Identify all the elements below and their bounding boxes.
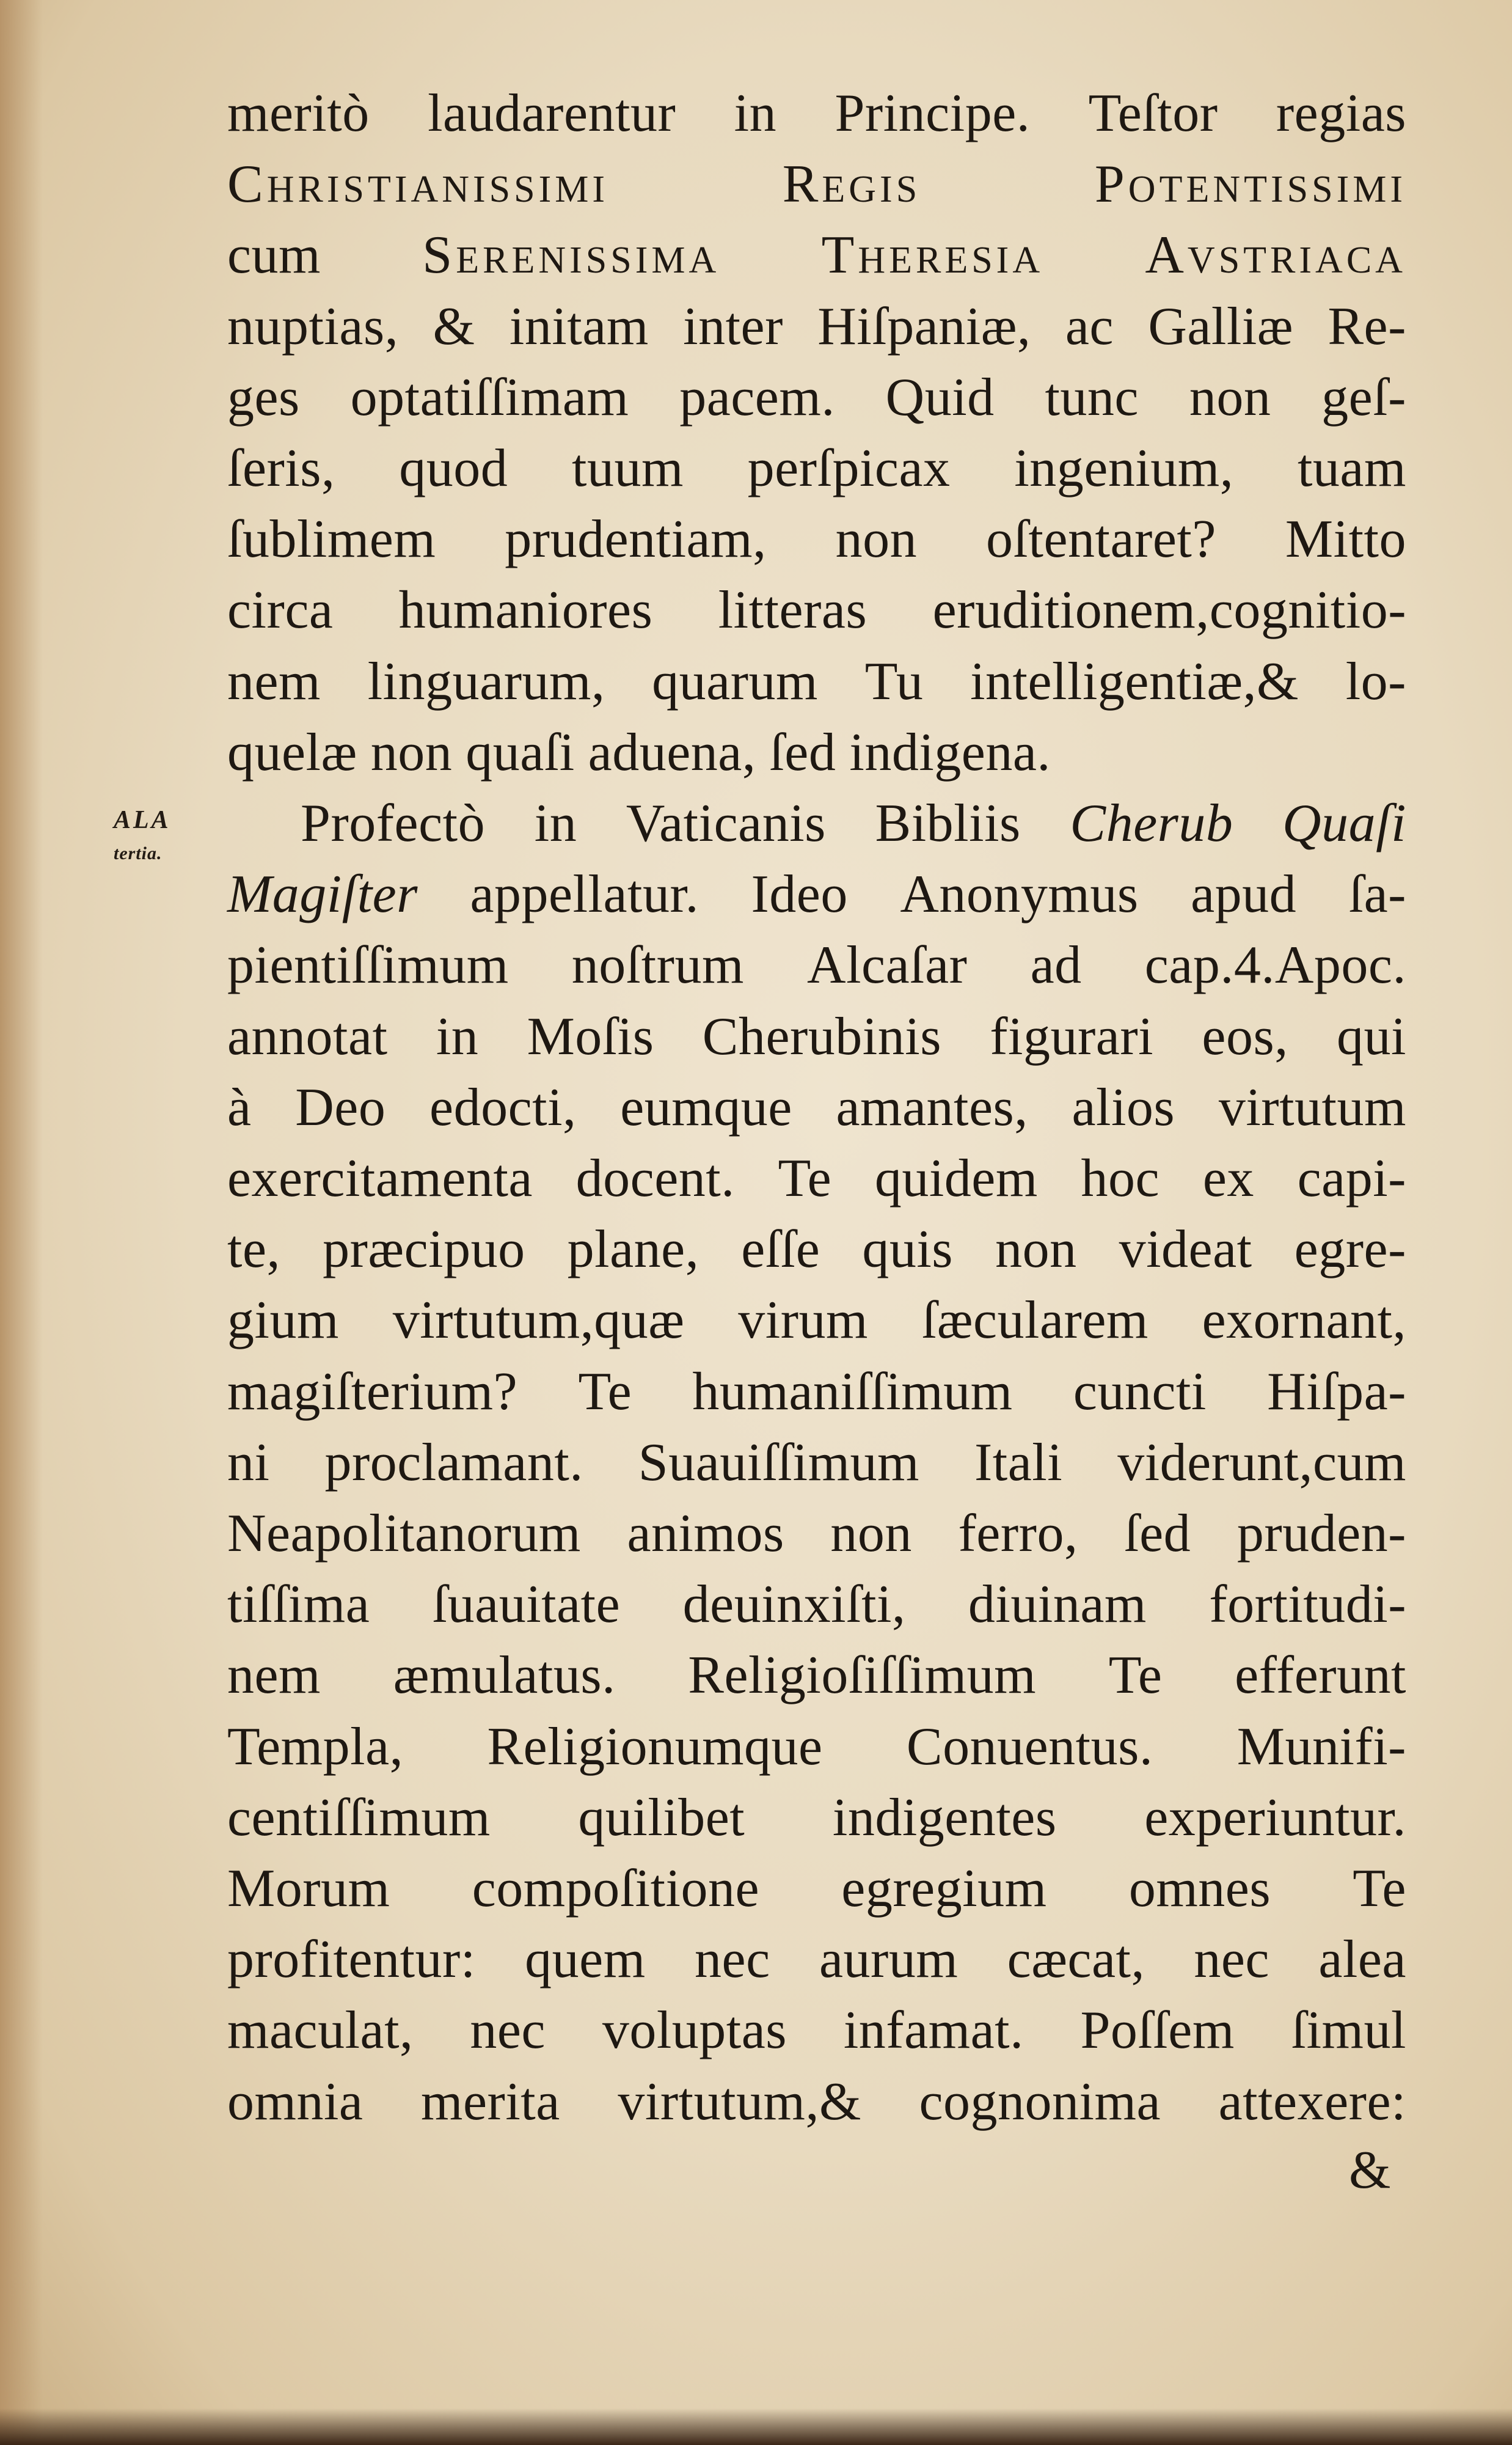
text-line <box>227 1428 1406 1498</box>
word: tiſſima <box>227 1575 370 1635</box>
word: optatiſſimam <box>350 367 629 427</box>
word: indigentes <box>832 1787 1057 1847</box>
word: Hiſpa- <box>1267 1362 1406 1421</box>
word: non <box>370 722 453 782</box>
word: intelligentiæ,& <box>970 651 1299 711</box>
word: Itali <box>974 1432 1063 1492</box>
word: laudarentur <box>428 84 676 143</box>
word: cap.4.Apoc. <box>1144 936 1406 995</box>
word: ſeris, <box>227 439 335 498</box>
word: capi- <box>1297 1149 1406 1208</box>
word: ſublimem <box>227 510 436 570</box>
word: eſſe <box>741 1220 820 1280</box>
text-line <box>227 1995 1406 2066</box>
word: humaniſſimum <box>692 1362 1013 1421</box>
word: cæcat, <box>1007 1930 1145 1990</box>
word: Religionumque <box>487 1717 823 1776</box>
word: & <box>433 296 475 356</box>
word: merita <box>421 2072 560 2132</box>
text-line <box>227 78 1406 149</box>
word: amantes, <box>836 1077 1028 1137</box>
word: fortitudi- <box>1209 1575 1406 1635</box>
word: geſ- <box>1321 367 1406 427</box>
word: virtutum,quæ <box>392 1291 685 1351</box>
text-line <box>227 930 1406 1001</box>
word: in <box>534 794 577 853</box>
marginal-note-tertia: tertia. <box>114 843 163 863</box>
word: ges <box>227 367 300 427</box>
word: profitentur: <box>227 1930 476 1990</box>
word: attexere: <box>1218 2072 1406 2132</box>
word: virtutum,& <box>618 2072 861 2132</box>
word: à <box>227 1077 252 1137</box>
word: quarum <box>652 651 818 711</box>
word: plane, <box>567 1220 699 1280</box>
word: ſa- <box>1348 865 1406 925</box>
word: eumque <box>620 1077 792 1137</box>
word: initam <box>509 296 649 356</box>
word: magiſterium? <box>227 1362 518 1421</box>
word: indigena. <box>849 722 1051 782</box>
text-line <box>227 1214 1406 1285</box>
word: ſimul <box>1291 2001 1406 2061</box>
word: Anonymus <box>900 865 1139 925</box>
word: voluptas <box>602 2001 787 2061</box>
word: ſed <box>1124 1504 1191 1563</box>
word: gium <box>227 1291 339 1351</box>
word: Poſſem <box>1080 2001 1235 2061</box>
word: Tu <box>864 651 924 711</box>
word: perſpicax <box>747 439 951 498</box>
word: non <box>830 1504 912 1563</box>
text-line <box>227 1783 1406 1853</box>
word: meritò <box>227 84 370 143</box>
catchword: & <box>1349 2141 1391 2200</box>
word: egre- <box>1294 1220 1406 1280</box>
text-line <box>227 149 1406 220</box>
word: te, <box>227 1220 281 1280</box>
word: Principe. <box>835 84 1031 143</box>
word: Te <box>1353 1859 1406 1918</box>
text-line <box>227 1640 1406 1711</box>
word: nem <box>227 1646 321 1706</box>
word: Potentissimi <box>1094 155 1406 214</box>
word: Moſis <box>527 1006 654 1066</box>
word: Cherub <box>1070 794 1233 853</box>
word: hoc <box>1081 1149 1160 1208</box>
text-line <box>227 362 1406 433</box>
word: Regis <box>782 155 921 214</box>
word: non <box>835 510 918 570</box>
text-line <box>227 504 1406 575</box>
word: Cherubinis <box>702 1006 941 1066</box>
text-line <box>227 433 1406 504</box>
word: experiuntur. <box>1144 1787 1406 1847</box>
word: Serenissima <box>422 225 720 285</box>
word: efferunt <box>1235 1646 1406 1706</box>
word: omnia <box>227 2072 363 2132</box>
text-line <box>227 1924 1406 1995</box>
word: docent. <box>575 1149 735 1208</box>
word: ferro, <box>958 1504 1078 1563</box>
word: animos <box>627 1504 784 1563</box>
word: Templa, <box>227 1717 404 1776</box>
word: maculat, <box>227 2001 414 2061</box>
word: æmulatus. <box>393 1646 616 1706</box>
word: Vaticanis <box>626 794 826 853</box>
word: Deo <box>295 1077 386 1137</box>
word: quis <box>862 1220 954 1280</box>
word: Galliæ <box>1148 296 1293 356</box>
word: Christianissimi <box>227 155 609 214</box>
text-line <box>227 1712 1406 1783</box>
word: Conuentus. <box>906 1717 1153 1776</box>
word: Teſtor <box>1088 84 1218 143</box>
word: ac <box>1065 296 1114 356</box>
word: in <box>734 84 777 143</box>
word: ſuauitate <box>432 1575 621 1635</box>
word: nec <box>1194 1930 1269 1990</box>
word: Ideo <box>751 865 848 925</box>
word: annotat <box>227 1006 388 1066</box>
word: Alcaſar <box>807 936 968 995</box>
word: regias <box>1276 84 1406 143</box>
word: Te <box>778 1149 832 1208</box>
word: exercitamenta <box>227 1149 533 1208</box>
text-line <box>227 1072 1406 1143</box>
word: Bibliis <box>875 794 1021 853</box>
word: pientiſſimum <box>227 936 509 995</box>
word: ſæcularem <box>921 1291 1149 1351</box>
word: figurari <box>990 1006 1154 1066</box>
page-edge-shadow <box>0 0 43 2445</box>
word: compoſitione <box>472 1859 760 1918</box>
word: virum <box>738 1291 868 1351</box>
word: non <box>995 1220 1077 1280</box>
word: eruditionem,cognitio- <box>932 581 1406 640</box>
word: Magiſter <box>227 865 418 925</box>
word: quelæ <box>227 722 357 782</box>
word: Mitto <box>1285 510 1406 570</box>
word: Munifi- <box>1236 1717 1406 1776</box>
word: litteras <box>718 581 867 640</box>
text-line <box>227 859 1406 930</box>
word: Theresia <box>821 225 1044 285</box>
word: oſtentaret? <box>986 510 1216 570</box>
word: ad <box>1030 936 1082 995</box>
word: Avstriaca <box>1145 225 1406 285</box>
word: viderunt,cum <box>1117 1432 1406 1492</box>
word: nuptias, <box>227 296 399 356</box>
word: non <box>1189 367 1271 427</box>
text-line <box>227 1285 1406 1356</box>
word: Neapolitanorum <box>227 1504 581 1563</box>
word: circa <box>227 581 334 640</box>
word: tuam <box>1297 439 1406 498</box>
word: Te <box>578 1362 632 1421</box>
word: Religioſiſſimum <box>688 1646 1037 1706</box>
word: Quid <box>885 367 995 427</box>
text-line <box>227 575 1406 646</box>
text-line <box>227 1002 1406 1072</box>
word: quem <box>525 1930 646 1990</box>
word: noſtrum <box>571 936 744 995</box>
page-bottom-shadow <box>0 2408 1512 2445</box>
word: in <box>436 1006 479 1066</box>
word: diuinam <box>968 1575 1147 1635</box>
word: omnes <box>1128 1859 1271 1918</box>
word: eos, <box>1202 1006 1288 1066</box>
word: pruden- <box>1236 1504 1406 1563</box>
word: Quaſi <box>1282 794 1406 853</box>
word: humaniores <box>398 581 653 640</box>
marginal-note-ala: ALA <box>114 806 171 834</box>
word: alea <box>1318 1930 1406 1990</box>
word: Profectò <box>301 794 486 853</box>
text-line <box>227 1853 1406 1924</box>
word: appellatur. <box>470 865 699 925</box>
word: apud <box>1191 865 1297 925</box>
word: ſed <box>769 722 836 782</box>
word: nec <box>695 1930 770 1990</box>
word: lo- <box>1345 651 1406 711</box>
word: quaſi <box>466 722 575 782</box>
word: proclamant. <box>324 1432 583 1492</box>
text-line <box>227 1357 1406 1428</box>
word: quidem <box>874 1149 1038 1208</box>
word: Hiſpaniæ, <box>817 296 1031 356</box>
word: cognonima <box>919 2072 1161 2132</box>
word: alios <box>1072 1077 1175 1137</box>
text-line <box>227 1143 1406 1214</box>
word: tunc <box>1045 367 1139 427</box>
text-line <box>227 1569 1406 1640</box>
text-line <box>227 647 1406 717</box>
word: pacem. <box>679 367 835 427</box>
word: deuinxiſti, <box>682 1575 906 1635</box>
word: Te <box>1108 1646 1163 1706</box>
word: cuncti <box>1073 1362 1207 1421</box>
word: centiſſimum <box>227 1787 491 1847</box>
text-line <box>227 717 1406 788</box>
text-line <box>227 1498 1406 1569</box>
word: inter <box>683 296 783 356</box>
text-line <box>227 2067 1406 2138</box>
word: prudentiam, <box>505 510 767 570</box>
word: ingenium, <box>1014 439 1234 498</box>
word: edocti, <box>429 1077 577 1137</box>
word: infamat. <box>843 2001 1024 2061</box>
word: Suauiſſimum <box>638 1432 919 1492</box>
word: cum <box>227 225 321 285</box>
word: videat <box>1119 1220 1252 1280</box>
word: Re- <box>1328 296 1406 356</box>
word: virtutum <box>1218 1077 1406 1137</box>
word: præcipuo <box>323 1220 525 1280</box>
word: linguarum, <box>367 651 605 711</box>
word: nem <box>227 651 321 711</box>
text-line <box>227 291 1406 362</box>
word: tuum <box>572 439 684 498</box>
word: ni <box>227 1432 270 1492</box>
word: Morum <box>227 1859 390 1918</box>
text-line <box>227 220 1406 291</box>
word: aurum <box>819 1930 959 1990</box>
word: egregium <box>841 1859 1047 1918</box>
word: exornant, <box>1202 1291 1406 1351</box>
word: qui <box>1337 1006 1406 1066</box>
word: nec <box>470 2001 546 2061</box>
word: quilibet <box>578 1787 745 1847</box>
word: aduena, <box>588 722 756 782</box>
text-line <box>227 788 1406 859</box>
word: quod <box>399 439 508 498</box>
word: ex <box>1202 1149 1254 1208</box>
